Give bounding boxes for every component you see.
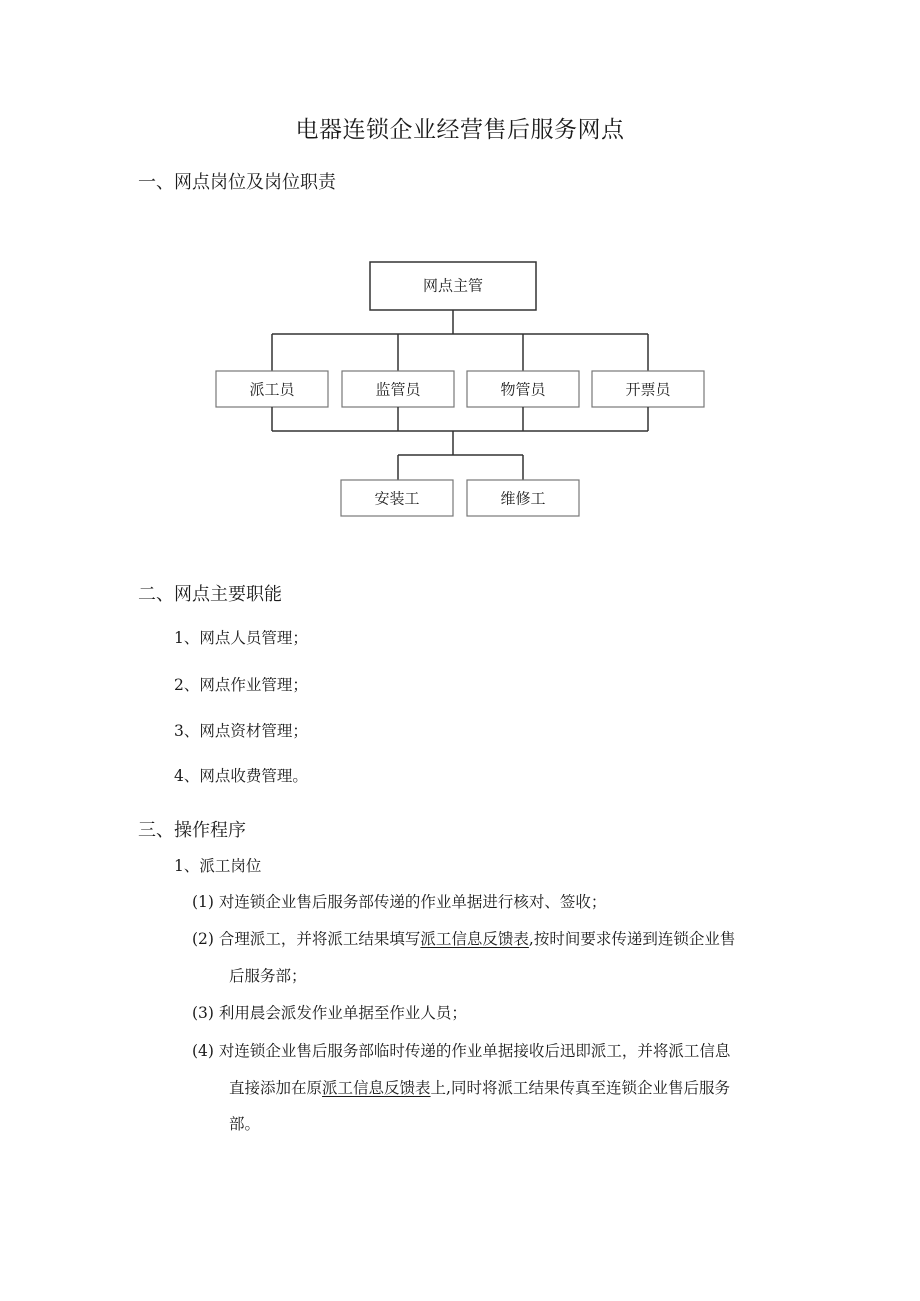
dispatch-step-4-end: 部。 (229, 1115, 261, 1133)
org-label-manager: 网点主管 (422, 276, 484, 295)
section-heading-procedure: 三、操作程序 (138, 820, 246, 841)
function-item-1: 1、网点人员管理； (174, 629, 308, 647)
org-label-material-manager: 物管员 (500, 380, 546, 399)
dispatch-step-3: (3) 利用晨会派发作业单据至作业人员； (192, 1004, 467, 1022)
dispatch-step-2-text-b: ,按时间要求传递到连锁企业售 (528, 930, 736, 948)
function-item-4: 4、网点收费管理。 (174, 767, 308, 785)
dispatch-step-2 (192, 927, 735, 949)
feedback-form-link: 派工信息反馈表 (420, 930, 529, 948)
org-label-repairer: 维修工 (500, 489, 546, 508)
dispatch-step-4-cont (229, 1076, 730, 1098)
org-label-supervisor: 监管员 (375, 380, 421, 399)
function-item-2: 2、网点作业管理； (174, 676, 308, 694)
dispatch-step-4-text-a: 直接添加在原 (229, 1079, 323, 1097)
dispatch-step-4-text-b: 上,同时将派工结果传真至连锁企业售后服务 (430, 1079, 730, 1097)
section-heading-roles: 一、网点岗位及岗位职责 (138, 172, 336, 193)
org-chart (0, 0, 920, 540)
dispatch-step-1: (1) 对连锁企业售后服务部传递的作业单据进行核对、签收； (192, 893, 607, 911)
feedback-form-link-2: 派工信息反馈表 (322, 1079, 431, 1097)
org-label-invoicer: 开票员 (625, 380, 671, 399)
org-label-installer: 安装工 (374, 489, 420, 508)
section-heading-functions: 二、网点主要职能 (138, 584, 282, 605)
dispatch-step-2-cont: 后服务部； (229, 967, 307, 985)
dispatch-step-2-text-a: (2) 合理派工，并将派工结果填写 (192, 930, 421, 948)
org-label-dispatcher: 派工员 (249, 380, 295, 399)
function-item-3: 3、网点资材管理； (174, 722, 308, 740)
document-title: 电器连锁企业经营售后服务网点 (295, 117, 625, 143)
sub-heading-dispatch: 1、派工岗位 (174, 857, 262, 875)
dispatch-step-4: (4) 对连锁企业售后服务部临时传递的作业单据接收后迅即派工，并将派工信息 (192, 1042, 731, 1060)
